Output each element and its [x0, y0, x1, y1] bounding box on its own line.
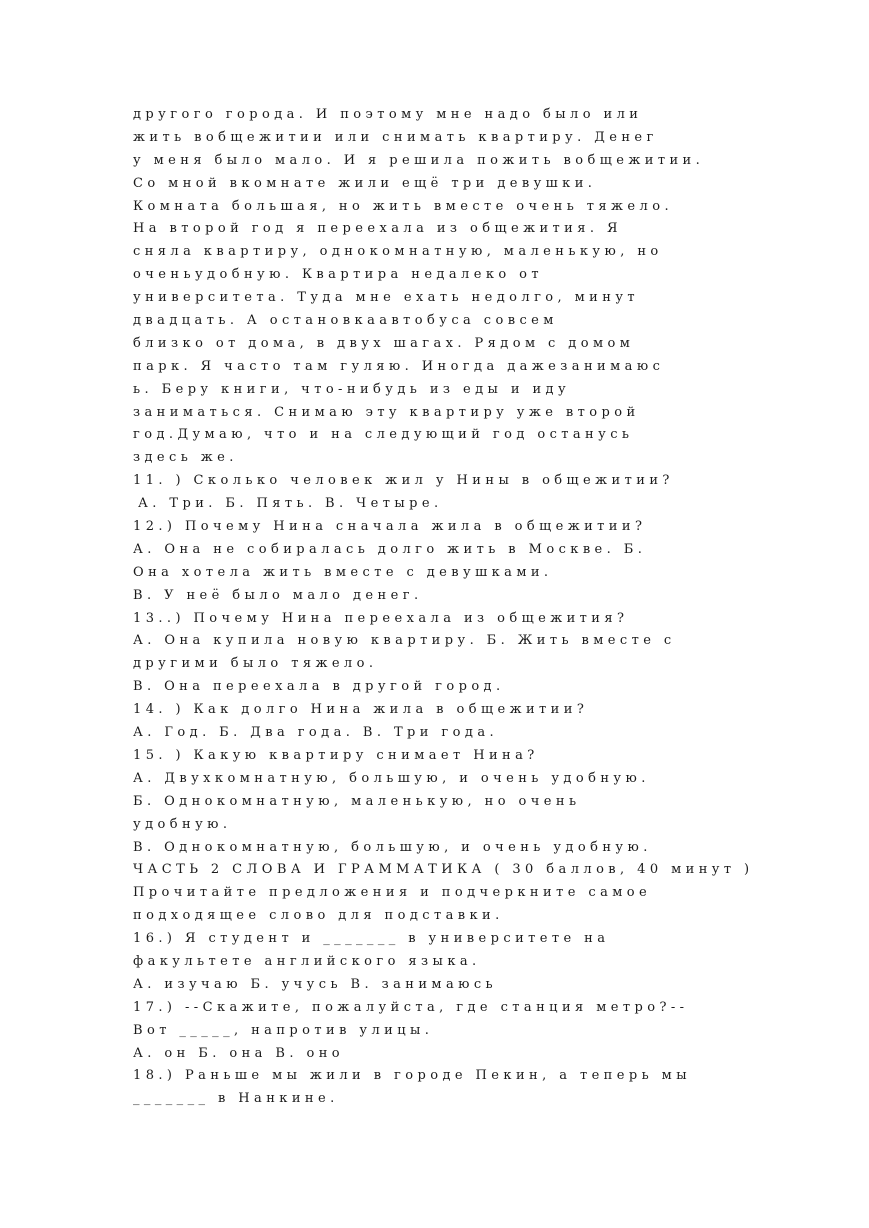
question-16: факультете английского языка. — [133, 953, 481, 969]
text-line: университета. Туда мне ехать недолго, минут — [133, 290, 640, 306]
answer-options-15: удобную. — [133, 816, 232, 832]
text-line: двадцать. А остановкаавтобуса совсем — [133, 313, 558, 329]
text-line: другого города. И поэтому мне надо было или — [133, 107, 643, 122]
question-17: Вот _____, напротив улицы. — [133, 1022, 434, 1038]
answer-options-17: А. он Б. она В. оно — [133, 1045, 345, 1061]
answer-options-15: В. Однокомнатную, большую, и очень удобную. — [133, 839, 652, 855]
text-line: год.Думаю, что и на следующий год останусь — [133, 427, 634, 443]
text-line: здесь же. — [133, 450, 238, 466]
document-text — [133, 104, 753, 1111]
answer-options-12: Она хотела жить вместе с девушками. — [133, 564, 553, 580]
question-18: _______ в Нанкине. — [133, 1091, 339, 1107]
section-instructions: Прочитайте предложения и подчеркните самое — [133, 885, 652, 901]
answer-options-13: В. Она переехала в другой город. — [133, 679, 505, 695]
text-line: сняла квартиру, однокомнатную, маленькую, но — [133, 244, 663, 260]
text-line: оченьудобную. Квартира недалеко от — [133, 267, 544, 283]
answer-options-11: А. Три. Б. Пять. В. Четыре. — [138, 496, 443, 512]
question-11: 11. ) Сколько человек жил у Нины в общежитии? — [133, 473, 674, 489]
answer-options-12: В. У неё было мало денег. — [133, 587, 423, 603]
question-13: 13..) Почему Нина переехала из общежития? — [133, 610, 629, 626]
text-line: Со мной вкомнате жили ещё три девушки. — [133, 175, 597, 191]
answer-options-13: А. Она купила новую квартиру. Б. Жить вместе с — [133, 633, 676, 649]
text-line: близко от дома, в двух шагах. Рядом с домом — [133, 335, 635, 351]
question-18: 18.) Раньше мы жили в городе Пекин, а теперь мы — [133, 1068, 691, 1084]
section-heading: ЧАСТЬ 2 СЛОВА И ГРАММАТИКА ( 30 баллов, 40 минут ) — [133, 862, 754, 878]
question-15: 15. ) Какую квартиру снимает Нина? — [133, 747, 539, 763]
answer-options-13: другими было тяжело. — [133, 656, 378, 672]
text-line: заниматься. Снимаю эту квартиру уже второй — [133, 404, 640, 420]
answer-options-15: А. Двухкомнатную, большую, и очень удобную. — [133, 770, 650, 786]
question-12: 12.) Почему Нина сначала жила в общежитии? — [133, 519, 647, 535]
answer-options-14: А. Год. Б. Два года. В. Три года. — [133, 725, 499, 741]
answer-options-15: Б. Однокомнатную, маленькую, но очень — [133, 793, 581, 809]
question-17: 17.) --Скажите, пожалуйста, где станция метро?-- — [133, 999, 689, 1015]
text-line: жить вобщежитии или снимать квартиру. Денег — [133, 129, 658, 145]
question-14: 14. ) Как долго Нина жила в общежитии? — [133, 702, 589, 718]
text-line: у меня было мало. И я решила пожить вобщежитии. — [133, 152, 705, 168]
answer-options-12: А. Она не собиралась долго жить в Москве. Б. — [133, 541, 647, 557]
section-instructions: подходящее слово для подставки. — [133, 908, 504, 924]
text-line: ь. Беру книги, что-нибудь из еды и иду — [133, 381, 571, 397]
text-line: парк. Я часто там гуляю. Иногда дажезанимаюс — [133, 358, 665, 374]
answer-options-16: А. изучаю Б. учусь В. занимаюсь — [133, 976, 498, 992]
question-16: 16.) Я студент и _______ в университете на — [133, 931, 610, 947]
text-line: Комната большая, но жить вместе очень тяжело. — [133, 198, 674, 214]
text-line: На второй год я переехала из общежития. Я — [133, 221, 622, 237]
